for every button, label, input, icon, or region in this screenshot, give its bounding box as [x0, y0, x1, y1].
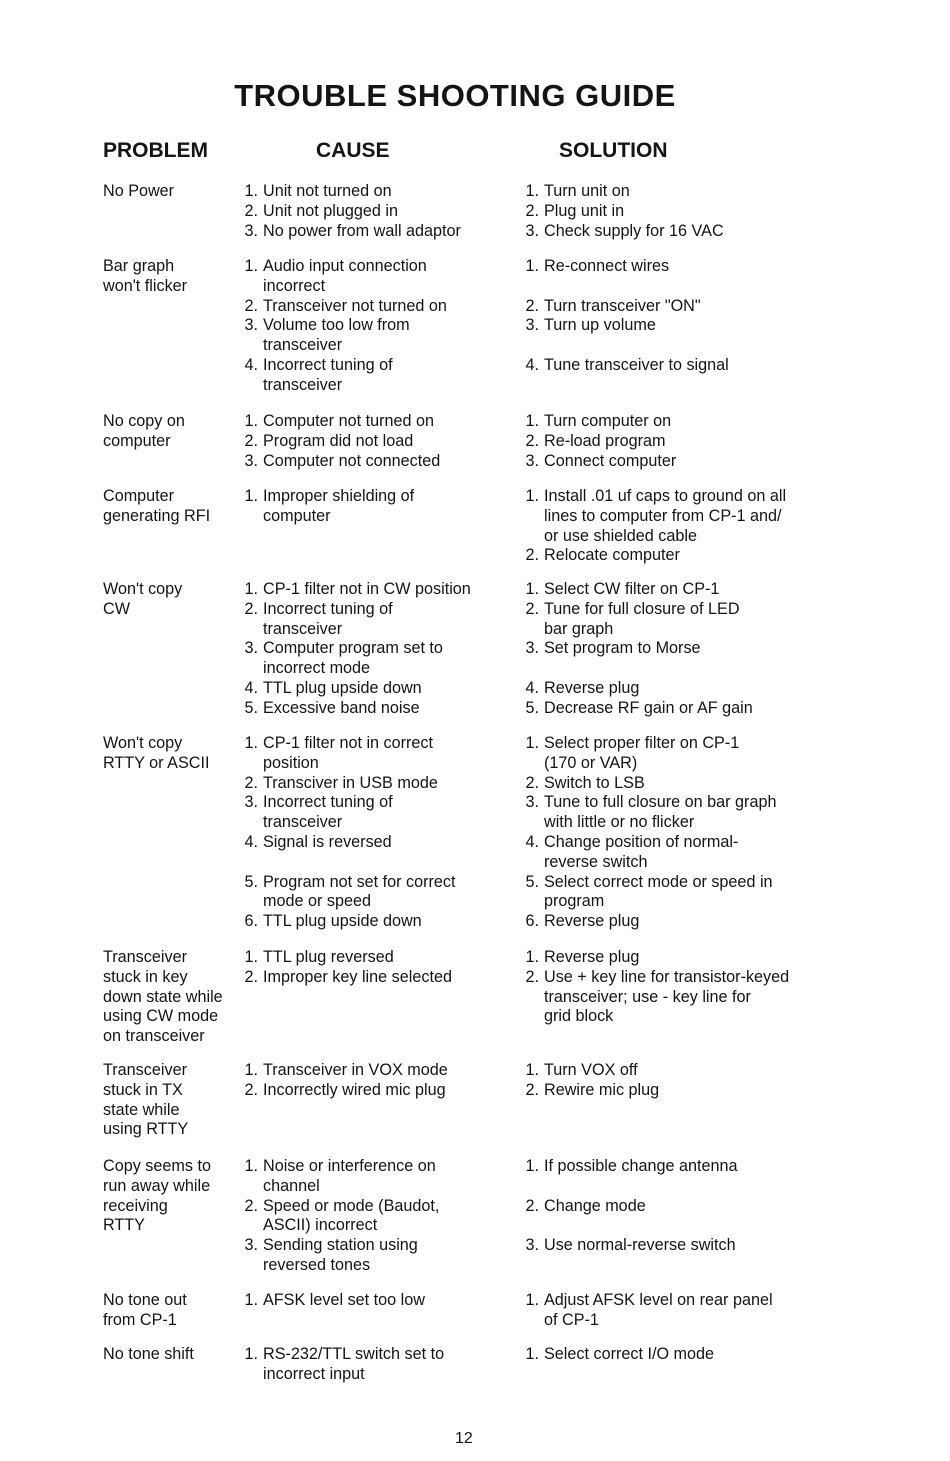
item-number: 2. — [525, 599, 539, 618]
item-text: Re-connect wires — [544, 257, 670, 275]
item-number: 4. — [525, 833, 539, 851]
item-number: 1. — [525, 1061, 539, 1079]
item-text: Turn VOX off — [544, 1061, 638, 1079]
item-text: Incorrect tuning of transceiver — [263, 599, 393, 638]
item-number: 6. — [244, 912, 258, 931]
item-text: Adjust AFSK level on rear panel of CP-1 — [544, 1291, 773, 1329]
problem-text: Transceiver stuck in TX state while using RTTY — [103, 1061, 189, 1139]
item-text: Reverse plug — [544, 679, 640, 697]
item-number: 4. — [244, 356, 258, 374]
item-number: 1. — [525, 182, 539, 200]
problem-text: Won't copy CW — [103, 580, 183, 618]
item-text: Reverse plug — [544, 912, 640, 931]
item-number: 3. — [244, 639, 258, 658]
item-number: 3. — [525, 316, 539, 335]
item-text: Plug unit in — [544, 201, 625, 220]
problem-text: No tone out from CP-1 — [103, 1291, 187, 1329]
item-text: Transceiver not turned on — [263, 296, 447, 315]
item-number: 2. — [244, 1196, 258, 1215]
item-text: Computer not connected — [263, 451, 441, 470]
item-number: 6. — [525, 912, 539, 931]
item-number: 2. — [244, 599, 258, 618]
item-text: Install .01 uf caps to ground on all lines to computer from CP-1 and/ or use shielded cable — [544, 487, 787, 545]
item-text: Excessive band noise — [263, 698, 420, 717]
problem-text: No tone shift — [103, 1345, 194, 1363]
item-text: Select proper filter on CP-1 (170 or VAR) — [544, 734, 740, 772]
item-number: 1. — [525, 412, 539, 430]
item-number: 3. — [244, 221, 258, 240]
item-text: Audio input connection incorrect — [263, 257, 427, 295]
page-title: TROUBLE SHOOTING GUIDE — [234, 78, 676, 113]
item-text: Connect computer — [544, 451, 677, 470]
item-number: 2. — [244, 431, 258, 450]
item-text: Check supply for 16 VAC — [544, 221, 724, 240]
item-number: 2. — [244, 201, 258, 220]
item-number: 3. — [525, 639, 539, 658]
item-number: 1. — [244, 948, 258, 966]
item-number: 1. — [244, 1061, 258, 1079]
item-text: CP-1 filter not in correct position — [263, 734, 434, 772]
item-text: Improper shielding of computer — [263, 487, 415, 525]
item-text: Relocate computer — [544, 546, 680, 565]
header-cause: CAUSE — [316, 139, 390, 162]
item-text: Turn computer on — [544, 412, 672, 430]
item-number: 4. — [244, 833, 258, 851]
item-text: Signal is reversed — [263, 833, 392, 851]
item-text: Transceiver in VOX mode — [263, 1061, 448, 1079]
item-text: Tune transceiver to signal — [544, 356, 729, 374]
problem-text: Computer generating RFI — [103, 487, 211, 525]
item-number: 2. — [244, 296, 258, 315]
header-solution: SOLUTION — [559, 139, 668, 162]
item-number: 1. — [244, 487, 258, 505]
item-number: 1. — [525, 487, 539, 505]
item-text: Computer not turned on — [263, 412, 434, 430]
problem-text: Bar graph won't flicker — [103, 257, 188, 295]
item-text: Tune to full closure on bar graph with little or no flicker — [544, 793, 777, 832]
header-problem: PROBLEM — [103, 139, 208, 162]
item-text: Speed or mode (Baudot, ASCII) incorrect — [263, 1196, 440, 1235]
item-number: 1. — [525, 580, 539, 598]
item-text: Re-load program — [544, 431, 666, 450]
item-text: Unit not plugged in — [263, 201, 398, 220]
item-number: 1. — [525, 1291, 539, 1309]
item-text: Change mode — [544, 1196, 646, 1215]
problem-text: Won't copy RTTY or ASCII — [103, 734, 210, 772]
item-number: 4. — [525, 356, 539, 374]
item-number: 2. — [525, 546, 539, 565]
item-text: Reverse plug — [544, 948, 640, 966]
item-number: 1. — [525, 948, 539, 966]
item-text: Incorrectly wired mic plug — [263, 1080, 446, 1099]
item-number: 4. — [525, 679, 539, 697]
item-text: Turn transceiver "ON" — [544, 296, 701, 315]
item-text: Use normal-reverse switch — [544, 1236, 736, 1255]
item-number: 5. — [244, 698, 258, 717]
item-text: Select CW filter on CP-1 — [544, 580, 720, 598]
item-number: 2. — [525, 1196, 539, 1215]
item-number: 5. — [525, 698, 539, 717]
item-number: 3. — [244, 316, 258, 335]
item-text: TTL plug reversed — [263, 948, 394, 966]
item-number: 2. — [244, 773, 258, 792]
item-text: RS-232/TTL switch set to incorrect input — [263, 1345, 445, 1383]
item-number: 1. — [244, 734, 258, 752]
item-number: 1. — [525, 257, 539, 275]
problem-text: Transceiver stuck in key down state while using CW mode on transceiver — [103, 948, 223, 1046]
item-text: Unit not turned on — [263, 182, 392, 200]
item-number: 1. — [244, 182, 258, 200]
item-text: Switch to LSB — [544, 773, 645, 792]
item-text: Sending station using reversed tones — [263, 1236, 418, 1274]
item-text: Tune for full closure of LED bar graph — [544, 599, 740, 638]
item-number: 1. — [525, 1345, 539, 1363]
item-text: Select correct mode or speed in program — [544, 872, 773, 911]
item-number: 3. — [244, 451, 258, 470]
item-text: Volume too low from transceiver — [263, 316, 410, 355]
item-number: 3. — [525, 221, 539, 240]
item-text: Turn up volume — [544, 316, 656, 335]
item-number: 2. — [244, 967, 258, 986]
item-number: 2. — [525, 1080, 539, 1099]
item-text: Turn unit on — [544, 182, 630, 200]
item-text: Incorrect tuning of transceiver — [263, 793, 393, 832]
item-text: Incorrect tuning of transceiver — [263, 356, 393, 394]
item-text: No power from wall adaptor — [263, 221, 461, 240]
item-number: 2. — [525, 773, 539, 792]
page-number: 12 — [455, 1430, 473, 1447]
item-text: Decrease RF gain or AF gain — [544, 698, 753, 717]
item-number: 3. — [525, 451, 539, 470]
item-text: Computer program set to incorrect mode — [263, 639, 443, 678]
item-number: 1. — [244, 580, 258, 598]
item-text: Program did not load — [263, 431, 414, 450]
item-number: 1. — [244, 1291, 258, 1309]
item-number: 3. — [244, 1236, 258, 1255]
item-number: 5. — [244, 872, 258, 891]
item-number: 2. — [525, 967, 539, 986]
item-text: Change position of normal- reverse switch — [544, 833, 739, 871]
item-number: 3. — [525, 793, 539, 812]
item-number: 5. — [525, 872, 539, 891]
item-number: 2. — [244, 1080, 258, 1099]
item-text: Set program to Morse — [544, 639, 701, 658]
item-number: 1. — [244, 412, 258, 430]
item-text: AFSK level set too low — [263, 1291, 425, 1309]
item-text: TTL plug upside down — [263, 679, 422, 697]
item-number: 1. — [525, 734, 539, 752]
item-number: 2. — [525, 201, 539, 220]
item-text: Noise or interference on channel — [263, 1157, 436, 1195]
item-number: 1. — [525, 1157, 539, 1175]
item-text: Improper key line selected — [263, 967, 452, 986]
problem-text: Copy seems to run away while receiving RTTY — [103, 1157, 211, 1235]
item-text: Rewire mic plug — [544, 1080, 660, 1099]
item-number: 4. — [244, 679, 258, 697]
item-number: 2. — [525, 296, 539, 315]
problem-text: No Power — [103, 182, 175, 200]
item-number: 1. — [244, 1157, 258, 1175]
item-text: TTL plug upside down — [263, 912, 422, 931]
item-number: 1. — [244, 257, 258, 275]
item-text: Use + key line for transistor-keyed transceiver; use - key line for grid block — [544, 967, 790, 1026]
item-text: CP-1 filter not in CW position — [263, 580, 471, 598]
item-number: 2. — [525, 431, 539, 450]
item-text: Select correct I/O mode — [544, 1345, 715, 1363]
item-number: 3. — [525, 1236, 539, 1255]
item-number: 1. — [244, 1345, 258, 1363]
item-text: Program not set for correct mode or speed — [263, 872, 456, 911]
item-text: Transciver in USB mode — [263, 773, 438, 792]
problem-text: No copy on computer — [103, 412, 185, 450]
item-number: 3. — [244, 793, 258, 812]
item-text: If possible change antenna — [544, 1157, 738, 1175]
